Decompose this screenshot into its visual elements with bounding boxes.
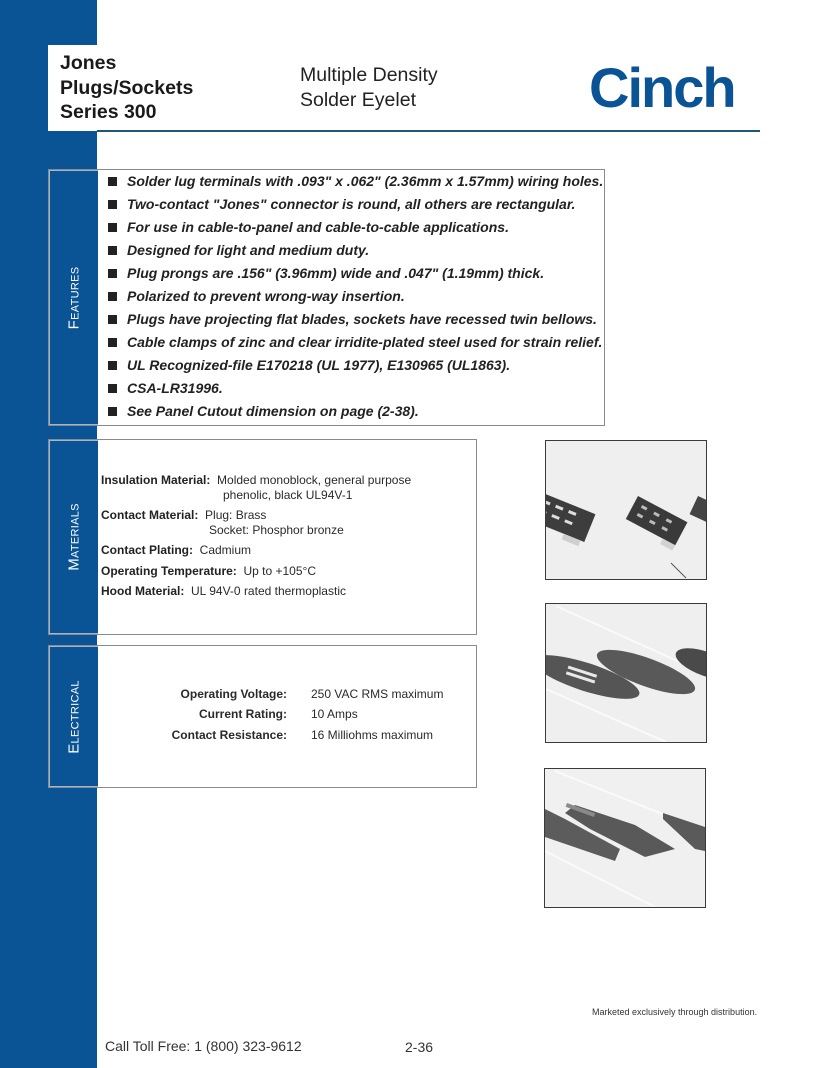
- materials-label-column: [49, 440, 98, 634]
- spec-key: Hood Material:: [101, 584, 185, 598]
- spec-row-insulation-cont: phenolic, black UL94V-1: [223, 488, 353, 502]
- list-item: Two-contact "Jones" connector is round, all others are rectangular.: [108, 193, 603, 216]
- spec-key-current-rating: Current Rating:: [199, 707, 287, 721]
- spec-value: Molded monoblock, general purpose: [217, 473, 412, 487]
- toll-free-phone: Call Toll Free: 1 (800) 323-9612: [105, 1038, 302, 1054]
- square-bullet-icon: [108, 315, 117, 324]
- features-panel: [48, 169, 605, 426]
- square-bullet-icon: [108, 384, 117, 393]
- features-label: Features: [65, 266, 83, 329]
- list-item: UL Recognized-file E170218 (UL 1977), E130965 (UL1863).: [108, 354, 603, 377]
- page-title: [60, 51, 193, 125]
- connector-image: [546, 441, 706, 579]
- square-bullet-icon: [108, 223, 117, 232]
- page-number: 2-36: [405, 1039, 434, 1055]
- electrical-panel: [48, 645, 477, 788]
- square-bullet-icon: [108, 200, 117, 209]
- spec-key: Contact Plating:: [101, 543, 193, 557]
- plug-photo-rectangular: [545, 440, 707, 580]
- square-bullet-icon: [108, 177, 117, 186]
- spec-key: Operating Temperature:: [101, 564, 237, 578]
- list-item: Designed for light and medium duty.: [108, 239, 603, 262]
- spec-value: Plug: Brass: [205, 508, 267, 522]
- connector-image: [546, 604, 706, 742]
- page-subtitle: [300, 63, 438, 112]
- square-bullet-icon: [108, 361, 117, 370]
- spec-value-current-rating: 10 Amps: [311, 707, 358, 721]
- features-list: [108, 170, 603, 423]
- distribution-note: Marketed exclusively through distribution.: [592, 1007, 758, 1017]
- features-label-column: [49, 170, 98, 425]
- list-item: Cable clamps of zinc and clear irridite-plated steel used for strain relief.: [108, 331, 603, 354]
- list-item: Polarized to prevent wrong-way insertion.: [108, 285, 603, 308]
- spec-key: Insulation Material:: [101, 473, 211, 487]
- spec-row-contact-plating: [101, 543, 251, 558]
- spec-row-hood-material: [101, 584, 346, 599]
- title-line-1: Jones: [60, 52, 117, 74]
- spec-row-insulation: [101, 473, 411, 488]
- square-bullet-icon: [108, 338, 117, 347]
- title-line-2: Plugs/Sockets: [60, 76, 194, 99]
- subtitle-line-1: Multiple Density: [300, 64, 438, 86]
- spec-row-contact-material: [101, 508, 266, 523]
- spec-value-operating-voltage: 250 VAC RMS maximum: [311, 687, 444, 701]
- square-bullet-icon: [108, 407, 117, 416]
- square-bullet-icon: [108, 246, 117, 255]
- electrical-label: Electrical: [65, 679, 83, 754]
- connector-image: [545, 769, 705, 907]
- list-item: Plugs have projecting flat blades, sockets have recessed twin bellows.: [108, 308, 603, 331]
- materials-label: Materials: [65, 503, 83, 571]
- square-bullet-icon: [108, 269, 117, 278]
- spec-row-contact-material-cont: Socket: Phosphor bronze: [209, 523, 344, 537]
- title-line-3: Series 300: [60, 101, 157, 123]
- plug-photo-flat-blades: [544, 768, 706, 908]
- cinch-logo: Cinch: [589, 56, 735, 119]
- spec-value-contact-resistance: 16 Milliohms maximum: [311, 728, 434, 742]
- socket-photo-oval: [545, 603, 707, 743]
- square-bullet-icon: [108, 292, 117, 301]
- materials-panel: [48, 439, 477, 635]
- spec-key: Contact Material:: [101, 508, 199, 522]
- spec-value: Up to +105°C: [243, 564, 316, 578]
- spec-row-operating-temperature: [101, 564, 316, 579]
- list-item: Solder lug terminals with .093" x .062" (2.36mm x 1.57mm) wiring holes.: [108, 170, 603, 193]
- spec-key-contact-resistance: Contact Resistance:: [171, 728, 287, 742]
- spec-key-operating-voltage: Operating Voltage:: [180, 687, 287, 701]
- list-item: For use in cable-to-panel and cable-to-cable applications.: [108, 216, 603, 239]
- spec-value: Cadmium: [199, 543, 252, 557]
- list-item: See Panel Cutout dimension on page (2-38).: [108, 400, 603, 423]
- header-rule: [97, 130, 760, 132]
- list-item: Plug prongs are .156" (3.96mm) wide and .047" (1.19mm) thick.: [108, 262, 603, 285]
- list-item: CSA-LR31996.: [108, 377, 603, 400]
- spec-value: UL 94V-0 rated thermoplastic: [191, 584, 346, 598]
- subtitle-line-2: Solder Eyelet: [300, 88, 416, 111]
